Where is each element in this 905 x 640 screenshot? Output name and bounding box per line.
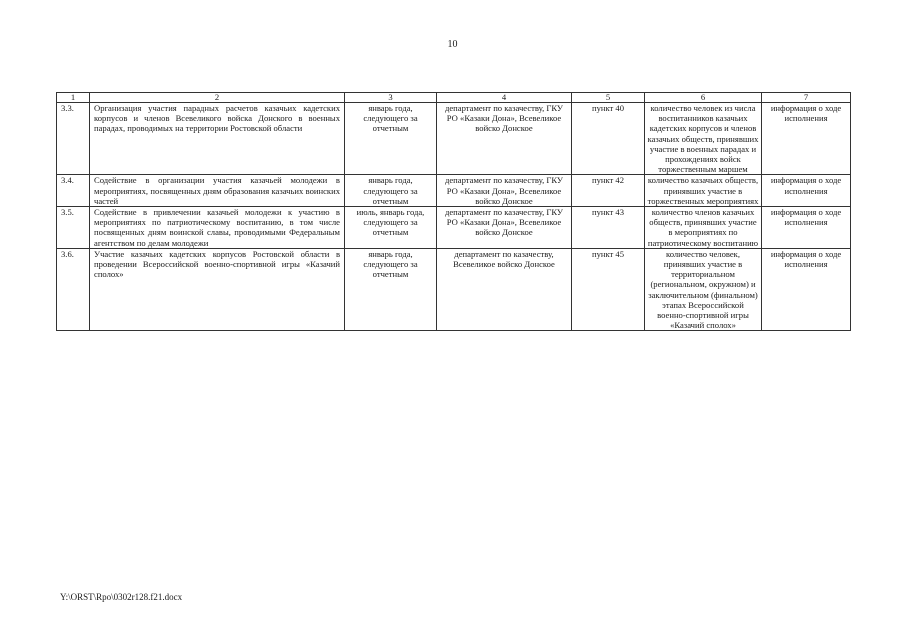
row-number: 3.5. bbox=[57, 207, 90, 249]
indicator-cell: количество членов казачьих обществ, принявших участие в мероприятиях по патриотическому воспитанию bbox=[645, 207, 762, 249]
activity-cell: Организация участия парадных расчетов казачьих кадетских корпусов и членов Всевеликого войска Донского в военных парадах, проводимых на территории Ростовской области bbox=[90, 103, 345, 175]
indicator-cell: количество человек из числа воспитанников казачьих кадетских корпусов и членов казачьих обществ, принявших участие в военных парадах и прохождениях войск торжественным маршем bbox=[645, 103, 762, 175]
executor-cell: департамент по казачеству, ГКУ РО «Казаки Дона», Всевеликое войско Донское bbox=[437, 207, 572, 249]
deadline-cell: январь года, следующего за отчетным bbox=[345, 248, 437, 331]
executor-cell: департамент по казачеству, Всевеликое войско Донское bbox=[437, 248, 572, 331]
plan-item-cell: пункт 42 bbox=[572, 175, 645, 207]
activity-cell: Содействие в привлечении казачьей молодежи к участию в мероприятиях по патриотическому воспитанию, в том числе посвященных дням воинской славы, проводимыми Федеральным агентством по делам молодежи bbox=[90, 207, 345, 249]
activity-cell: Содействие в организации участия казачьей молодежи в мероприятиях, посвященных дням образования казачьих воинских частей bbox=[90, 175, 345, 207]
report-cell: информация о ходе исполнения bbox=[762, 103, 851, 175]
report-cell: информация о ходе исполнения bbox=[762, 175, 851, 207]
executor-cell: департамент по казачеству, ГКУ РО «Казаки Дона», Всевеликое войско Донское bbox=[437, 175, 572, 207]
report-cell: информация о ходе исполнения bbox=[762, 248, 851, 331]
executor-cell: департамент по казачеству, ГКУ РО «Казаки Дона», Всевеликое войско Донское bbox=[437, 103, 572, 175]
row-number: 3.6. bbox=[57, 248, 90, 331]
row-number: 3.3. bbox=[57, 103, 90, 175]
column-header: 5 bbox=[572, 93, 645, 103]
plan-item-cell: пункт 43 bbox=[572, 207, 645, 249]
table-header-row bbox=[57, 93, 851, 103]
table-row bbox=[57, 207, 851, 249]
column-header: 2 bbox=[90, 93, 345, 103]
table-row bbox=[57, 248, 851, 331]
row-number: 3.4. bbox=[57, 175, 90, 207]
column-header: 4 bbox=[437, 93, 572, 103]
plan-item-cell: пункт 40 bbox=[572, 103, 645, 175]
report-cell: информация о ходе исполнения bbox=[762, 207, 851, 249]
activity-cell: Участие казачьих кадетских корпусов Ростовской области в проведении Всероссийской военно-спортивной игры «Казачий сполох» bbox=[90, 248, 345, 331]
deadline-cell: январь года, следующего за отчетным bbox=[345, 103, 437, 175]
column-header: 3 bbox=[345, 93, 437, 103]
column-header: 7 bbox=[762, 93, 851, 103]
deadline-cell: июль, январь года, следующего за отчетным bbox=[345, 207, 437, 249]
file-path-footer: Y:\ORST\Rpo\0302r128.f21.docx bbox=[60, 592, 183, 602]
indicator-cell: количество человек, принявших участие в территориальном (региональном, окружном) и заключительном (финальном) этапах Всероссийской военно-спортивной игры «Казачий сполох» bbox=[645, 248, 762, 331]
table-row bbox=[57, 103, 851, 175]
column-header: 6 bbox=[645, 93, 762, 103]
column-header: 1 bbox=[57, 93, 90, 103]
plan-item-cell: пункт 45 bbox=[572, 248, 645, 331]
indicator-cell: количество казачьих обществ, принявших участие в торжественных мероприятиях bbox=[645, 175, 762, 207]
page-number: 10 bbox=[447, 39, 458, 50]
table-row bbox=[57, 175, 851, 207]
activities-table bbox=[56, 92, 851, 331]
deadline-cell: январь года, следующего за отчетным bbox=[345, 175, 437, 207]
